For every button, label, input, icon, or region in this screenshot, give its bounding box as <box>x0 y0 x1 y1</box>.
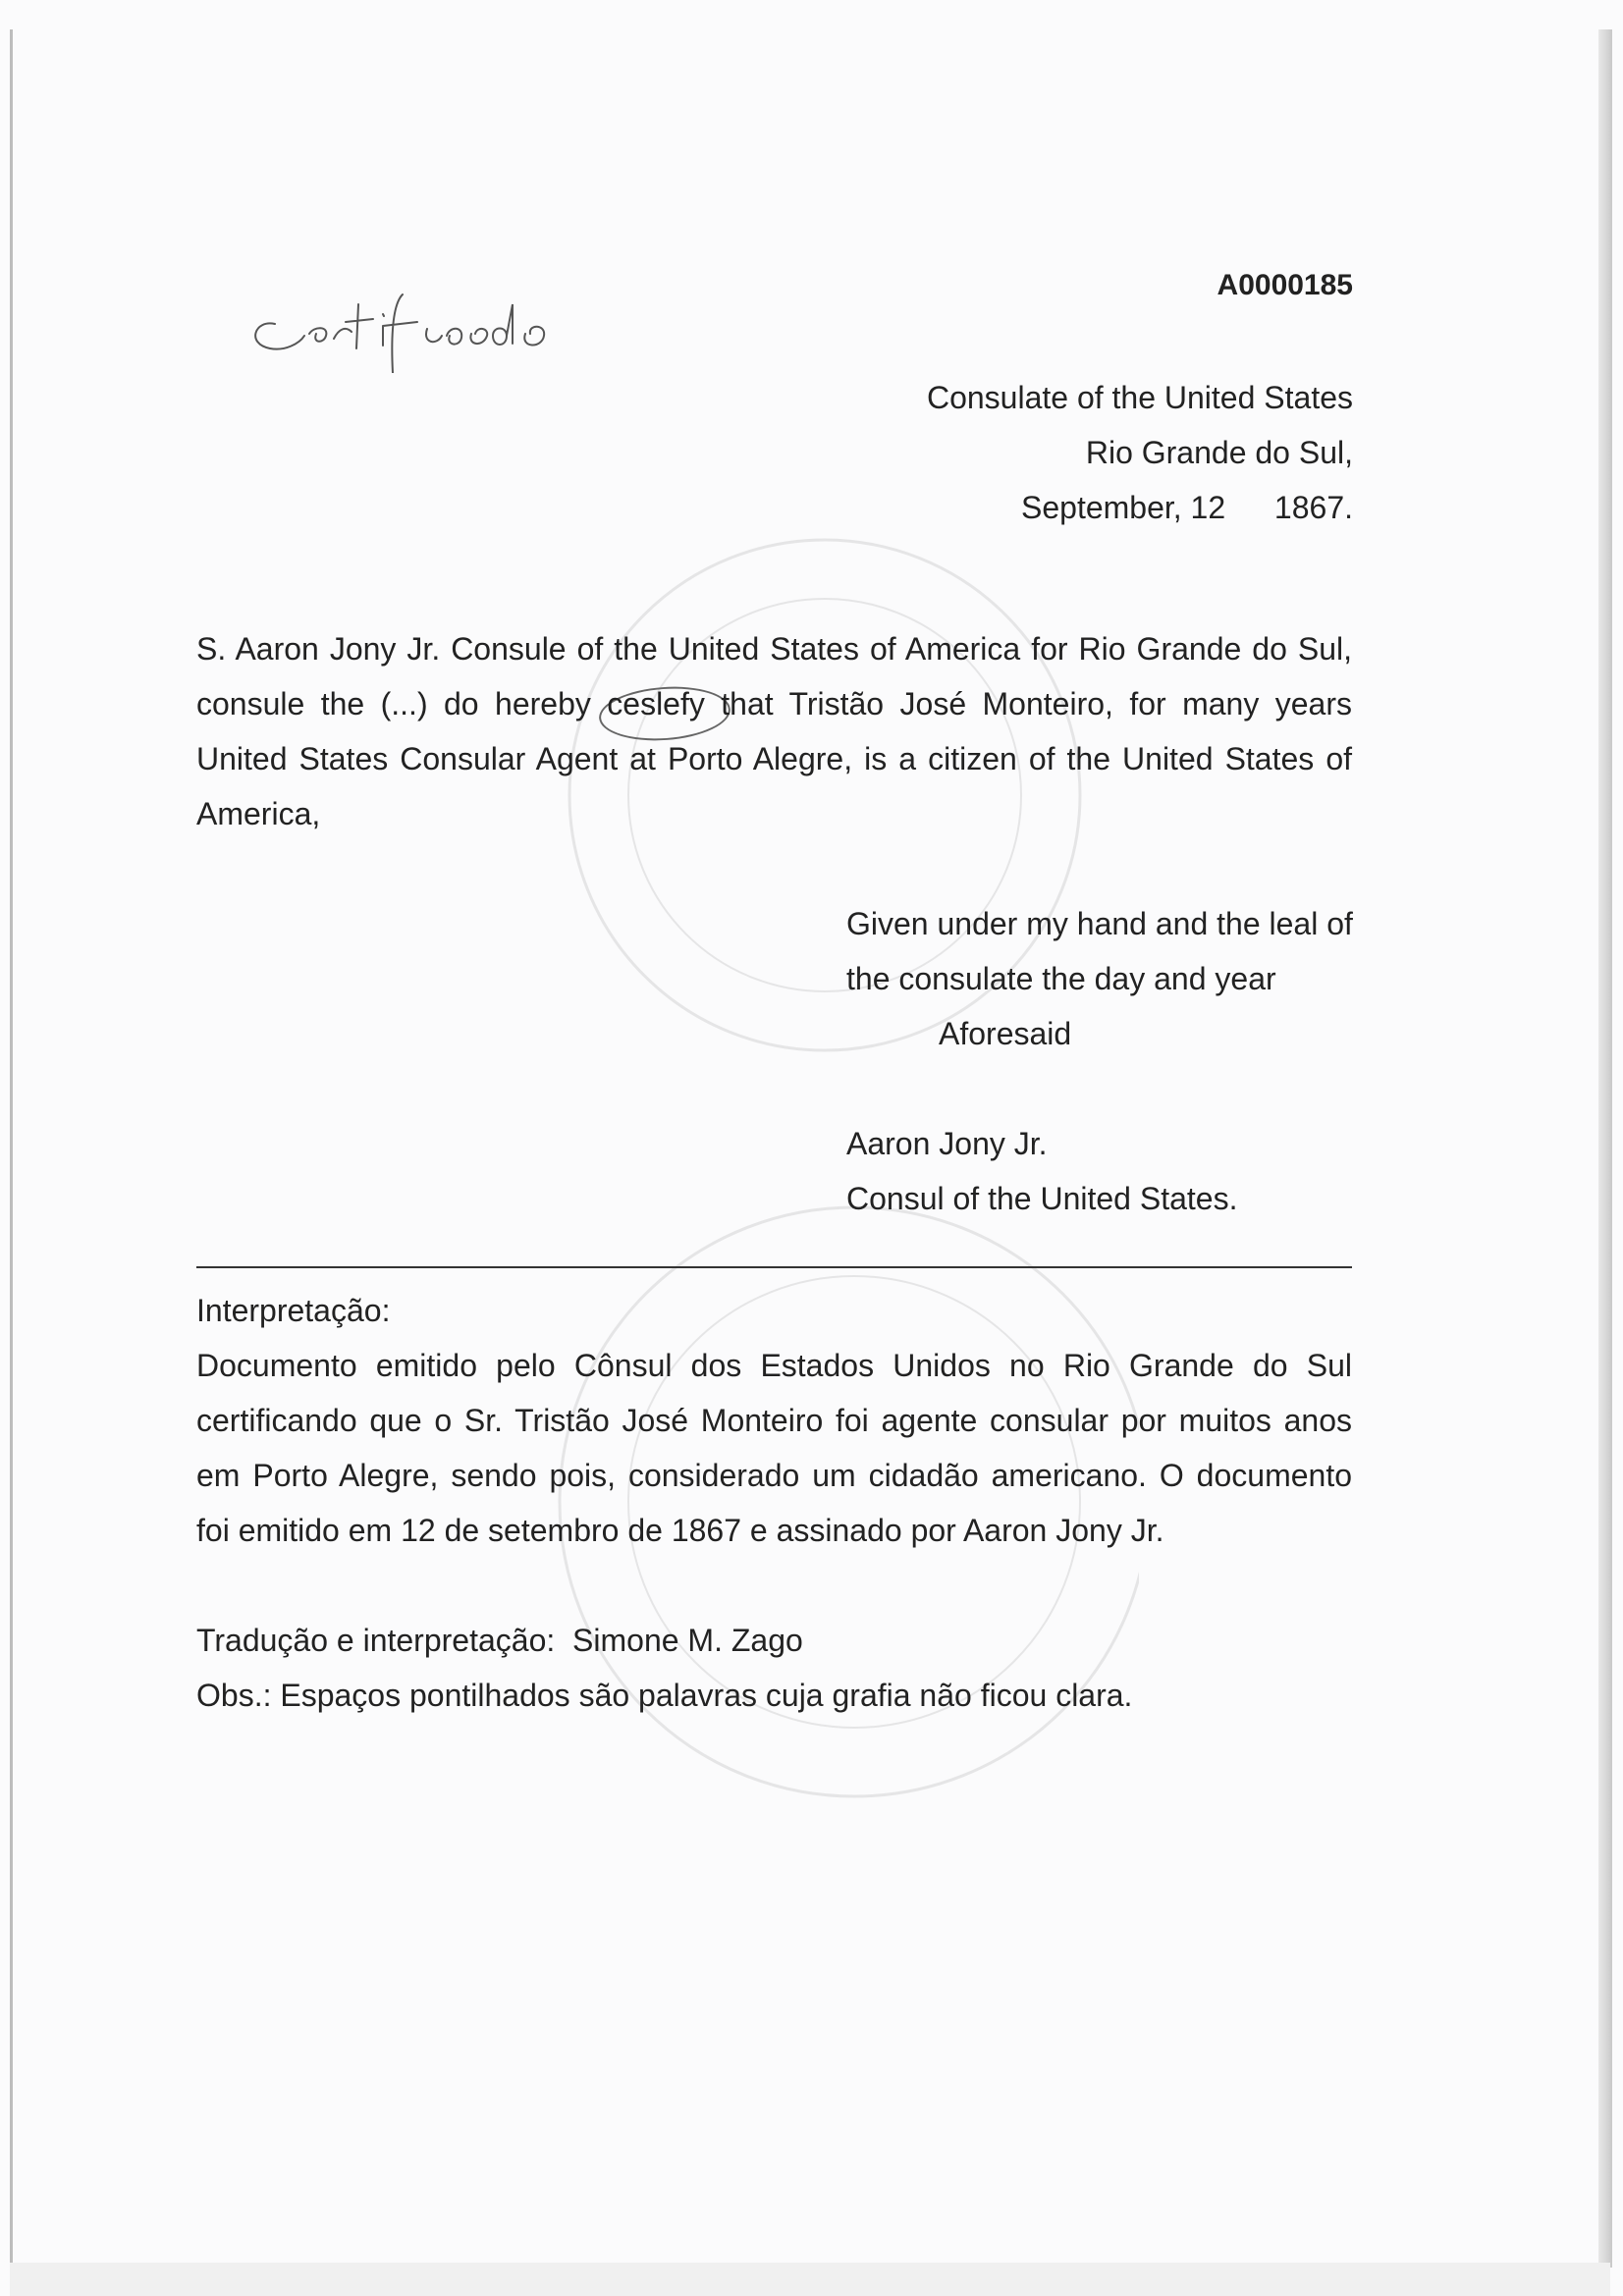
signature-name: Aaron Jony Jr. <box>846 1126 1048 1161</box>
header-line-2: Rio Grande do Sul, <box>1085 435 1353 470</box>
interpretation-heading: Interpretação: <box>196 1293 391 1328</box>
translation-credit: Tradução e interpretação: Simone M. Zago <box>196 1623 803 1658</box>
interpretation-line-2: certificando que o Sr. Tristão José Monteiro foi agente consular por muitos anos <box>196 1403 1352 1438</box>
observation-note: Obs.: Espaços pontilhados são palavras cuja grafia não ficou clara. <box>196 1678 1133 1713</box>
header-date-year: 1867. <box>1273 490 1353 525</box>
scan-edge-bottom <box>10 2263 1610 2296</box>
body-line-1: S. Aaron Jony Jr. Consule of the United States of America for Rio Grande do Sul, <box>196 631 1352 667</box>
interpretation-line-4: foi emitido em 12 de setembro de 1867 e assinado por Aaron Jony Jr. <box>196 1513 1164 1548</box>
interpretation-line-1: Documento emitido pelo Cônsul dos Estados Unidos no Rio Grande do Sul <box>196 1348 1352 1383</box>
interpretation-line-3: em Porto Alegre, sendo pois, considerado um cidadão americano. O documento <box>196 1458 1352 1493</box>
scan-edge-left <box>10 29 13 2268</box>
scan-edge-right <box>1598 29 1612 2268</box>
handwritten-note-certificado <box>236 265 638 373</box>
body-line-3: United States Consular Agent at Porto Alegre, is a citizen of the United States of <box>196 741 1352 776</box>
reference-number: A0000185 <box>1217 269 1353 301</box>
body-line-4: America, <box>196 796 321 831</box>
signature-title: Consul of the United States. <box>846 1181 1238 1216</box>
header-date-day: September, 12 <box>1021 490 1226 525</box>
section-divider <box>196 1266 1352 1268</box>
closing-line-3: Aforesaid <box>939 1016 1072 1051</box>
closing-line-2: the consulate the day and year <box>846 961 1276 996</box>
closing-line-1: Given under my hand and the leal of <box>846 906 1353 941</box>
header-line-1: Consulate of the United States <box>926 380 1353 415</box>
body-line-2: consule the (...) do hereby ceslefy that Tristão José Monteiro, for many years <box>196 686 1352 721</box>
